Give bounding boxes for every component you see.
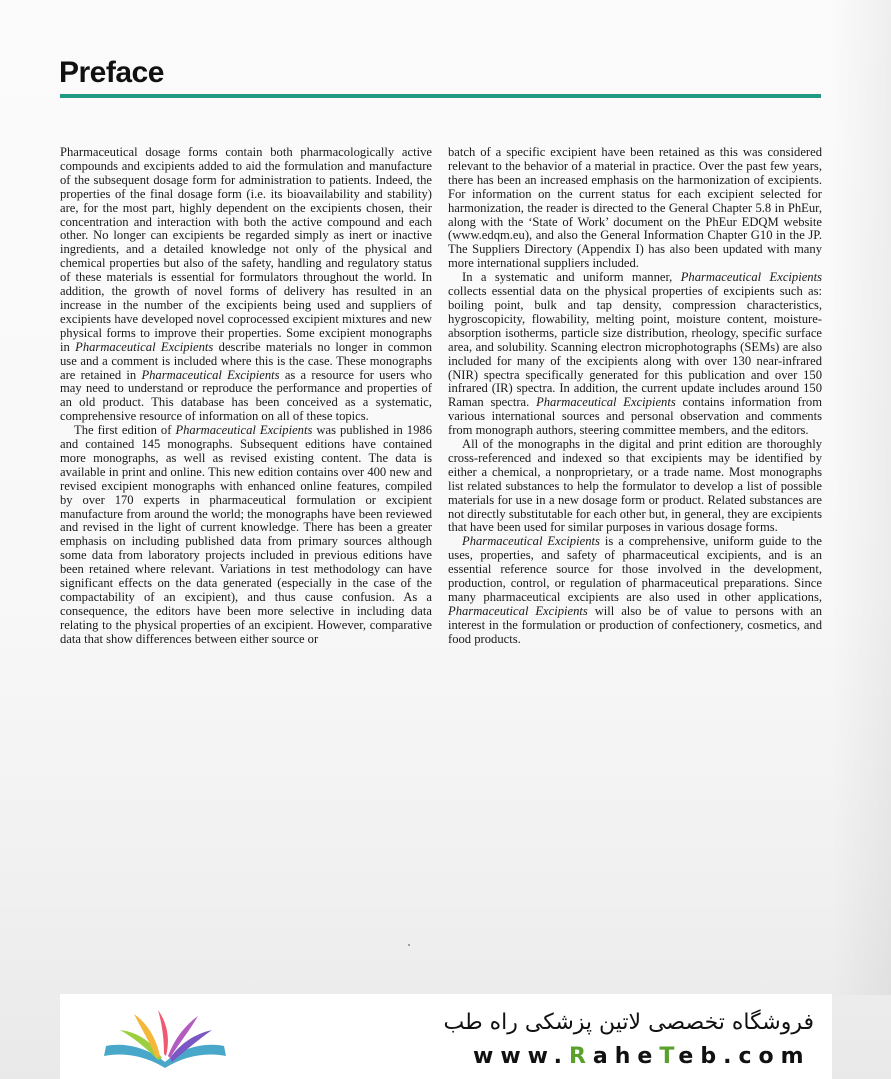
speck: [408, 944, 410, 946]
url-letter-r: R: [568, 1044, 593, 1069]
page-title: Preface: [59, 56, 164, 89]
left-column: [60, 146, 432, 647]
paragraph: All of the monographs in the digital and print edition are thoroughly cross-referenced and indexed so that excipients may be identified by either a chemical, a nonproprietary, or a trade name. Most monographs list related substances to help the formulator to develop a list of possible materials for use in a new dosage form or product. Related substances are not directly substitutable for each other but, in general, they are excipients that have been used for similar purposes in various dosage forms.: [448, 437, 822, 535]
shop-name: فروشگاه تخصصی لاتین پزشکی راه طب: [443, 1010, 814, 1035]
url-part: ahe: [592, 1044, 660, 1069]
paragraph: In a systematic and uniform manner, Pharmaceutical Excipients collects essential data on the physical properties of excipients such as: boiling point, bulk and tap density, compression characteristics, hygroscopicity, flowability, melting point, moisture content, moisture-absorption isotherms, particle size distribution, rheology, specific surface area, and solubility. Scanning electron microphotographs (SEMs) are also included for many of the excipients along with over 130 near-infrared (NIR) spectra specifically generated for this publication and over 150 infrared (IR) spectra. In addition, the current update includes around 150 Raman spectra. Pharmaceutical Excipients contains information from various international sources and personal observation and comments from monograph authors, steering committee members, and the editors.: [448, 270, 823, 438]
url-suffix: eb.com: [678, 1044, 811, 1069]
watermark-banner: [60, 994, 832, 1079]
title-rule: [60, 94, 821, 98]
paragraph: Pharmaceutical Excipients is a comprehensive, uniform guide to the uses, properties, and safety of pharmaceutical excipients, and is an essential reference source for those involved in the development, production, control, or regulation of pharmaceutical preparations. Since many pharmaceutical excipients are also used in other applications, Pharmaceutical Excipients will also be of value to persons with an interest in the formulation or production of confectionery, cosmetics, and food products.: [448, 534, 822, 646]
shop-url: [473, 1044, 811, 1069]
url-prefix: www.: [473, 1044, 569, 1069]
paragraph: batch of a specific excipient have been retained as this was considered relevant to the behavior of a material in practice. Over the past few years, there has been an increased emphasis on the harmonization of excipients. For information on the current status for each excipient selected for harmonization, the reader is directed to the General Chapter 5.8 in PhEur, along with the ‘State of Work’ document on the PhEur EDQM website (www.edqm.eu), and also the General Information Chapter G10 in the JP. The Suppliers Directory (Appendix I) has also been updated with many more international suppliers included.: [448, 145, 822, 271]
url-letter-t: T: [659, 1044, 679, 1069]
open-book-logo-icon: [100, 1008, 230, 1070]
paragraph: The first edition of Pharmaceutical Excipients was published in 1986 and contained 145 monographs. Subsequent editions have contained more monographs, as well as revised existing content. The data is available in print and online. This new edition contains over 400 new and revised excipient monographs with enhanced online features, compiled by over 170 experts in pharmaceutical formulation or excipient manufacture from around the world; the monographs have been reviewed and revised in the light of current knowledge. There has been a greater emphasis on including published data from primary sources although some data from laboratory projects included in previous editions have been retained where relevant. Variations in test methodology can have significant effects on the data generated (especially in the case of the compactability of an excipient), and thus cause confusion. As a consequence, the editors have been more selective in including data relating to the physical properties of an excipient. However, comparative data that show differences between either source or: [60, 423, 432, 646]
page-shadow: [831, 0, 891, 995]
paragraph: Pharmaceutical dosage forms contain both pharmacologically active compounds and excipients added to aid the formulation and manufacture of the subsequent dosage form for administration to patients. Indeed, the properties of the final dosage form (i.e. its bioavailability and stability) are, for the most part, highly dependent on the excipients chosen, their concentration and interaction with both the active compound and each other. No longer can excipients be regarded simply as inert or inactive ingredients, and a detailed knowledge not only of the physical and chemical properties but also of the safety, handling and regulatory status of these materials is essential for formulators throughout the world. In addition, the growth of novel forms of delivery has resulted in an increase in the number of the excipients being used and suppliers of excipients have developed novel coprocessed excipient mixtures and new physical forms to improve their properties. Some excipient monographs in Pharmaceutical Excipients describe materials no longer in common use and a comment is included where this is the case. These monographs are retained in Pharmaceutical Excipients as a resource for users who may need to understand or reproduce the performance and properties of an old product. This database has been conceived as a systematic, comprehensive resource of information on all of these topics.: [60, 145, 433, 424]
right-column: [448, 146, 822, 647]
corner-mark: [877, 6, 887, 14]
